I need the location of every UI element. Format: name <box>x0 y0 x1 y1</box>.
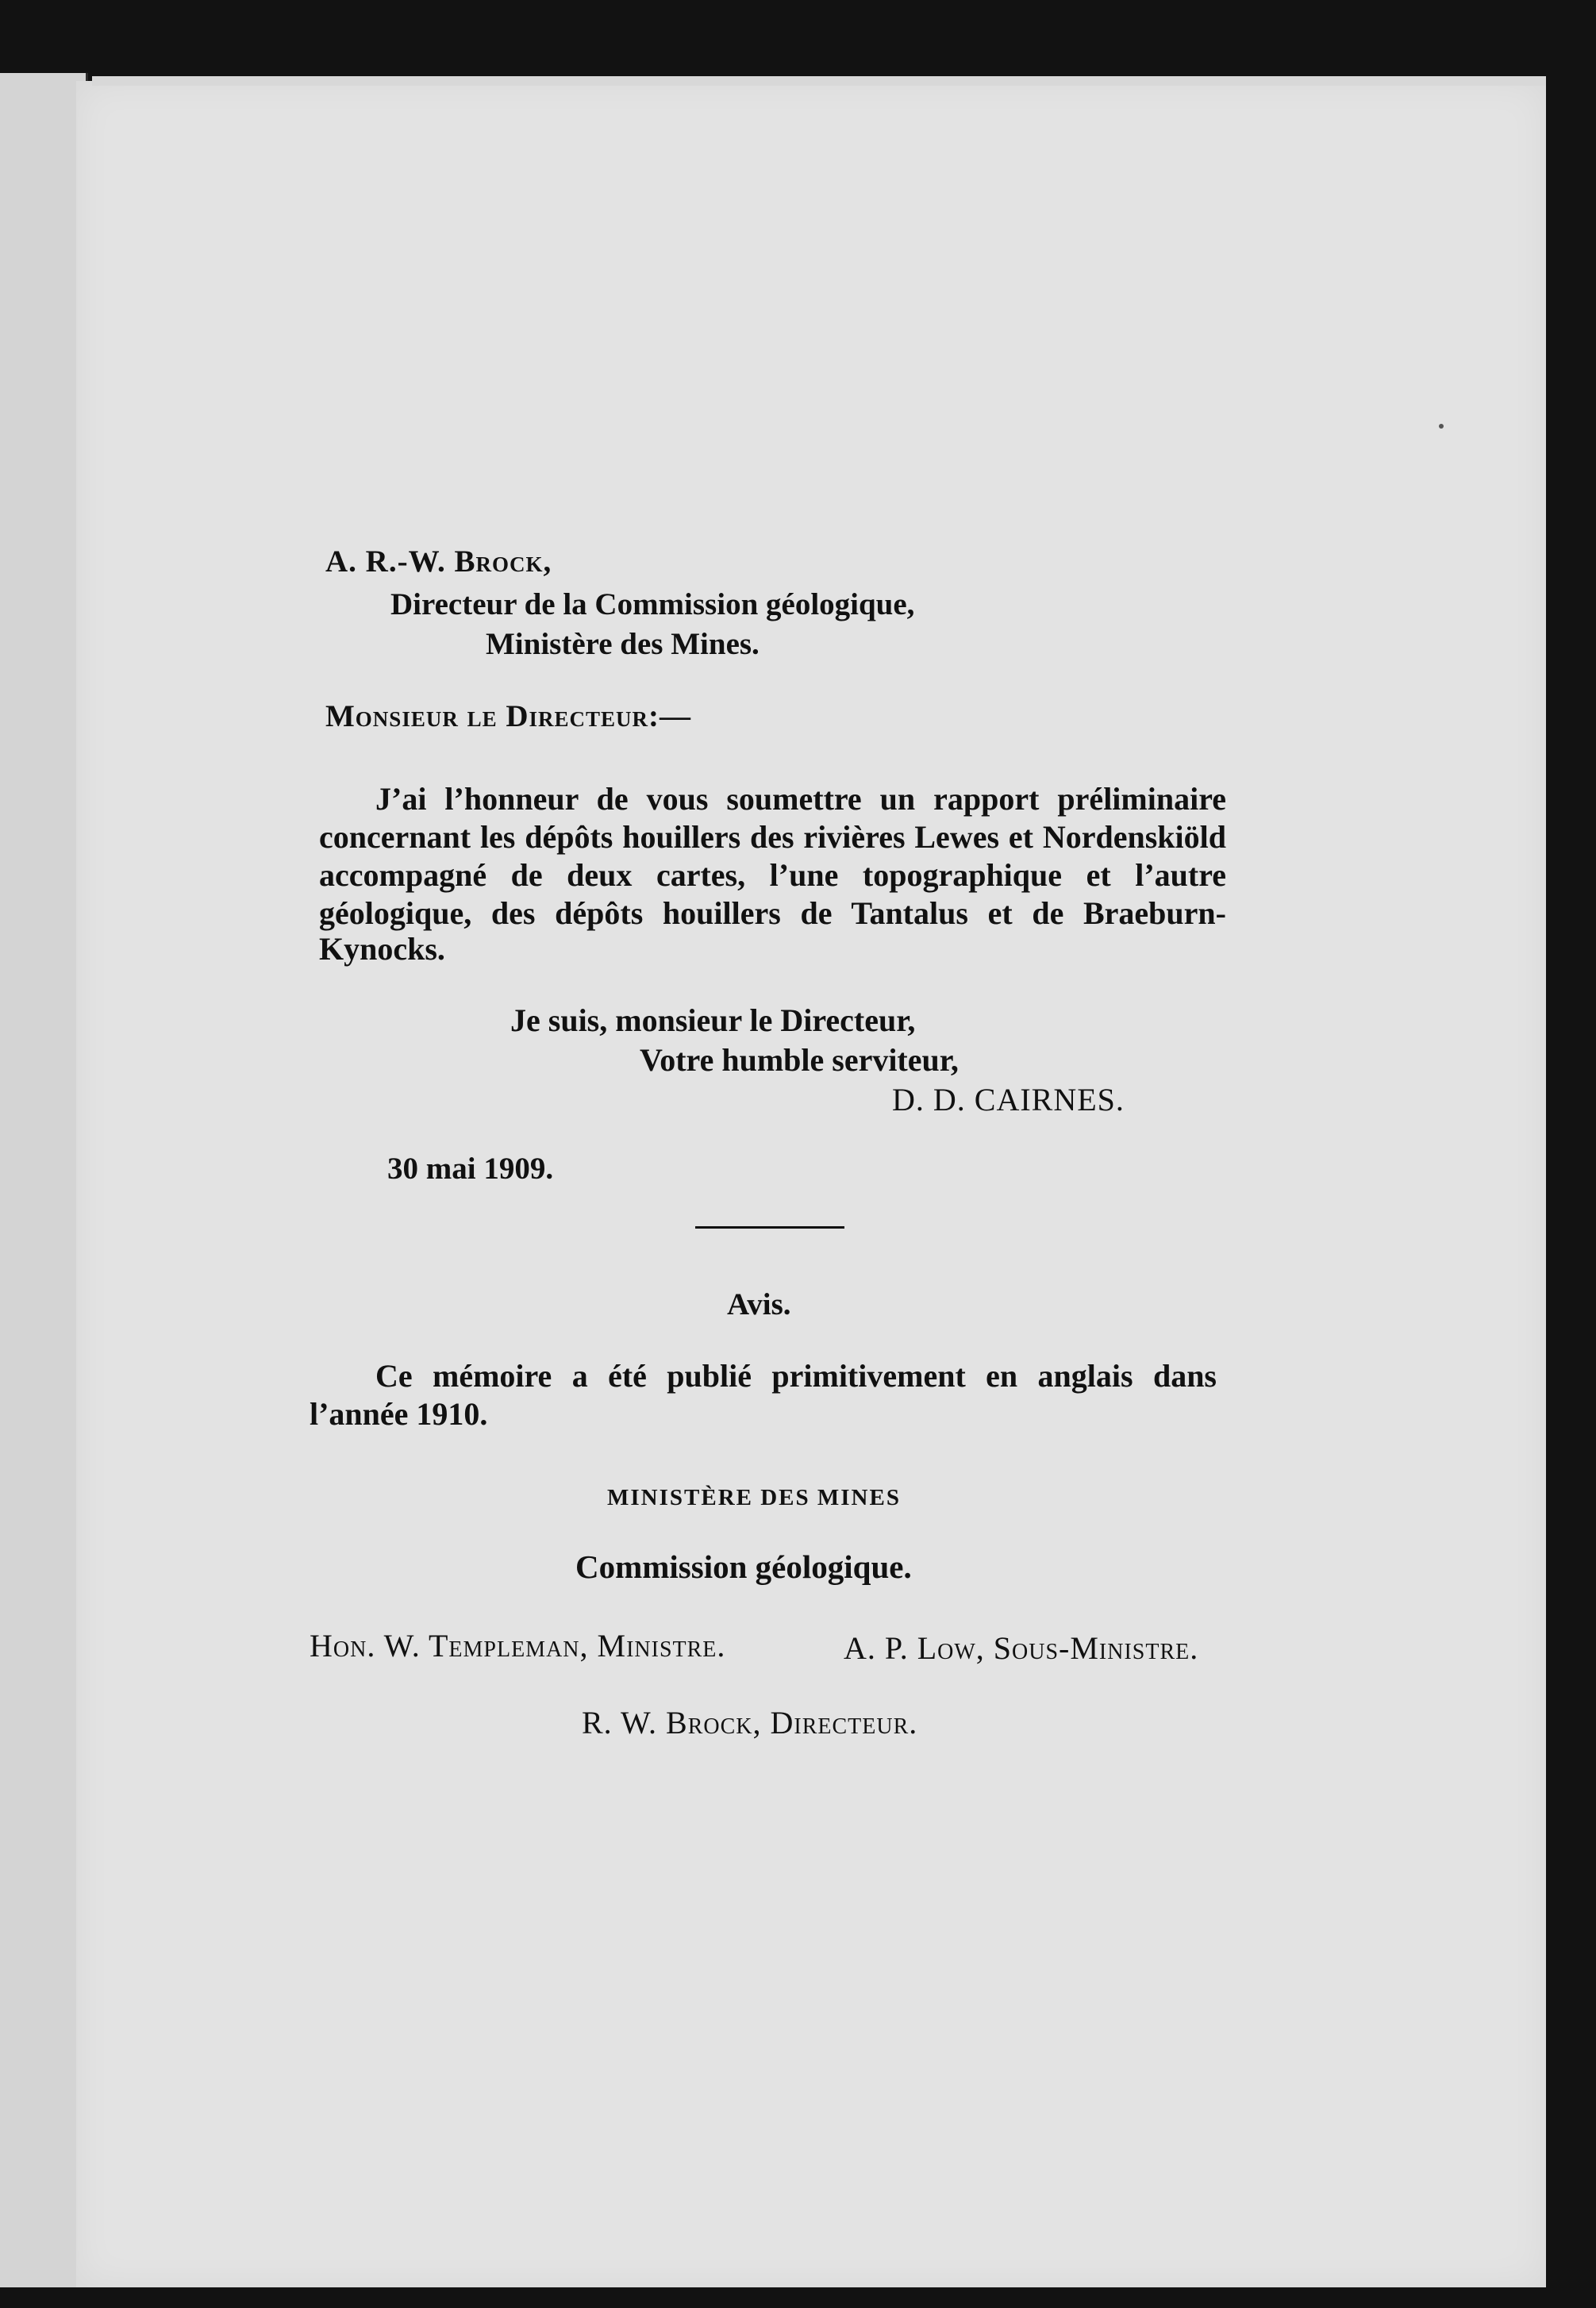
deputy-minister-name: A. P. Low, Sous-Ministre. <box>844 1630 1199 1666</box>
ministry-heading: MINISTÈRE DES MINES <box>607 1485 901 1510</box>
letter-body-line-2: concernant les dépôts houillers des rivières Lewes et Nordenskiöld <box>319 819 1226 855</box>
director-name: R. W. Brock, Directeur. <box>582 1705 918 1741</box>
recipient-name: A. R.-W. Brock, <box>325 544 552 579</box>
closing-line-2: Votre humble serviteur, <box>640 1042 959 1078</box>
letter-date: 30 mai 1909. <box>387 1152 554 1186</box>
letter-body-line-1: J’ai l’honneur de vous soumettre un rapport préliminaire <box>375 781 1226 817</box>
minister-name: Hon. W. Templeman, Ministre. <box>310 1628 726 1664</box>
page-top-edge <box>92 76 1546 86</box>
notice-line-1: Ce mémoire a été publié primitivement en anglais dans <box>375 1358 1217 1394</box>
closing-line-1: Je suis, monsieur le Directeur, <box>510 1002 916 1038</box>
left-page-edge <box>0 73 88 2287</box>
scanned-page <box>76 81 1546 2287</box>
recipient-department: Ministère des Mines. <box>486 627 760 661</box>
salutation: Monsieur le Directeur:— <box>325 699 692 733</box>
letter-body-line-3: accompagné de deux cartes, l’une topographique et l’autre <box>319 857 1226 893</box>
page-speck <box>1439 424 1444 429</box>
commission-heading: Commission géologique. <box>575 1548 912 1585</box>
signature: D. D. CAIRNES. <box>892 1082 1125 1117</box>
letter-body-line-5: Kynocks. <box>319 931 445 967</box>
letter-body-line-4: géologique, des dépôts houillers de Tantalus et de Braeburn- <box>319 895 1226 931</box>
notice-title: Avis. <box>727 1287 791 1321</box>
notice-line-2: l’année 1910. <box>310 1396 488 1432</box>
section-divider <box>695 1226 844 1229</box>
recipient-title: Directeur de la Commission géologique, <box>390 587 915 621</box>
